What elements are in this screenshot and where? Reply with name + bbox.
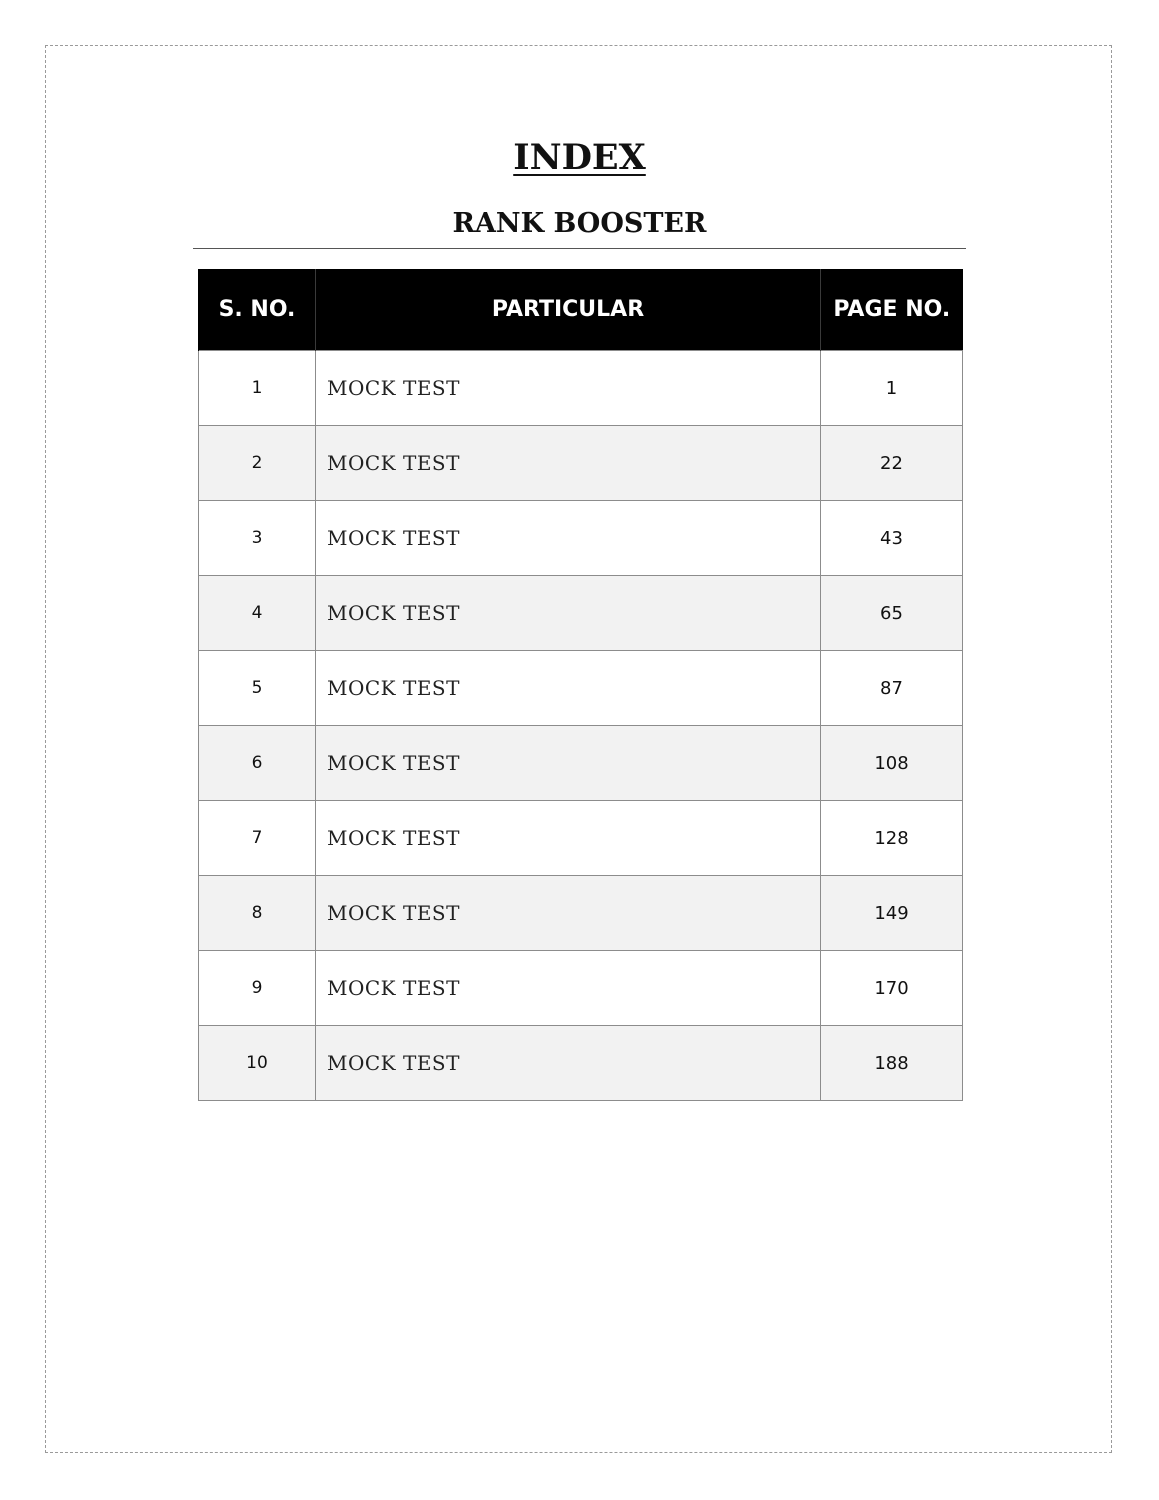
row-page-no: 43	[821, 501, 963, 576]
page-subtitle: RANK BOOSTER	[452, 208, 707, 239]
table-header-row	[199, 269, 963, 351]
row-sno: 7	[199, 801, 316, 876]
header-sno: S. NO.	[199, 269, 316, 351]
table-row	[199, 951, 963, 1026]
table-row	[199, 351, 963, 426]
header-page-no: PAGE NO.	[821, 269, 963, 351]
table-row	[199, 501, 963, 576]
row-page-no: 149	[821, 876, 963, 951]
row-page-no: 170	[821, 951, 963, 1026]
row-particular: MOCK TEST	[316, 501, 821, 576]
table-row	[199, 651, 963, 726]
row-page-no: 108	[821, 726, 963, 801]
row-particular: MOCK TEST	[316, 351, 821, 426]
row-page-no: 1	[821, 351, 963, 426]
index-table	[198, 269, 963, 1101]
table-row	[199, 801, 963, 876]
table-row	[199, 576, 963, 651]
table-row	[199, 726, 963, 801]
row-sno: 1	[199, 351, 316, 426]
row-particular: MOCK TEST	[316, 801, 821, 876]
row-particular: MOCK TEST	[316, 576, 821, 651]
row-particular: MOCK TEST	[316, 426, 821, 501]
row-page-no: 188	[821, 1026, 963, 1101]
row-sno: 8	[199, 876, 316, 951]
row-page-no: 22	[821, 426, 963, 501]
row-particular: MOCK TEST	[316, 726, 821, 801]
table-row	[199, 426, 963, 501]
row-page-no: 128	[821, 801, 963, 876]
row-particular: MOCK TEST	[316, 876, 821, 951]
row-page-no: 87	[821, 651, 963, 726]
row-particular: MOCK TEST	[316, 651, 821, 726]
page-title	[0, 136, 1159, 180]
row-sno: 3	[199, 501, 316, 576]
table-row	[199, 1026, 963, 1101]
row-sno: 10	[199, 1026, 316, 1101]
row-sno: 9	[199, 951, 316, 1026]
row-sno: 4	[199, 576, 316, 651]
page-title-text: INDEX	[513, 137, 646, 178]
table-row	[199, 876, 963, 951]
row-page-no: 65	[821, 576, 963, 651]
row-particular: MOCK TEST	[316, 1026, 821, 1101]
row-sno: 5	[199, 651, 316, 726]
title-divider	[193, 248, 966, 249]
row-particular: MOCK TEST	[316, 951, 821, 1026]
row-sno: 6	[199, 726, 316, 801]
header-particular: PARTICULAR	[316, 269, 821, 351]
row-sno: 2	[199, 426, 316, 501]
